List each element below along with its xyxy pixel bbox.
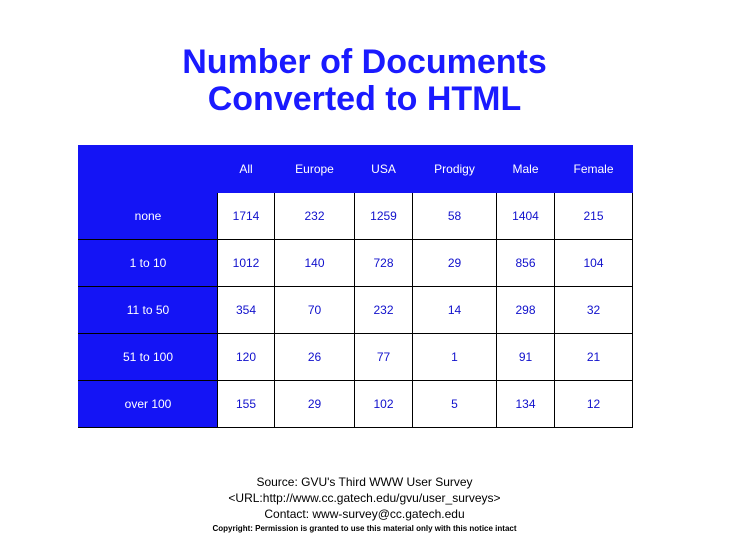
table-cell: 232 — [355, 287, 413, 334]
table-cell: 155 — [218, 381, 275, 428]
table-row — [79, 381, 633, 428]
table-cell: 102 — [355, 381, 413, 428]
footer-url: <URL:http://www.cc.gatech.edu/gvu/user_surveys> — [228, 491, 501, 505]
table-cell: 215 — [555, 193, 633, 240]
table-row — [79, 240, 633, 287]
table-cell: 1714 — [218, 193, 275, 240]
footer-source: Source: GVU's Third WWW User Survey — [256, 475, 473, 489]
row-label: none — [79, 193, 218, 240]
data-table — [78, 145, 633, 428]
column-header-europe: Europe — [275, 146, 355, 193]
footer-contact: Contact: www-survey@cc.gatech.edu — [264, 507, 465, 521]
table-body — [79, 193, 633, 428]
table-cell: 354 — [218, 287, 275, 334]
table-cell: 91 — [497, 334, 555, 381]
table-header-row — [79, 146, 633, 193]
column-header-usa: USA — [355, 146, 413, 193]
table-cell: 104 — [555, 240, 633, 287]
table-cell: 21 — [555, 334, 633, 381]
table-cell: 232 — [275, 193, 355, 240]
table-cell: 140 — [275, 240, 355, 287]
table-cell: 29 — [275, 381, 355, 428]
table-cell: 29 — [413, 240, 497, 287]
chart-title-line-1: Number of Documents — [182, 43, 547, 81]
column-header-prodigy: Prodigy — [413, 146, 497, 193]
row-label: 1 to 10 — [79, 240, 218, 287]
table-cell: 120 — [218, 334, 275, 381]
table-cell: 856 — [497, 240, 555, 287]
table-corner — [79, 146, 218, 193]
row-label: 51 to 100 — [79, 334, 218, 381]
column-header-all: All — [218, 146, 275, 193]
table-cell: 1404 — [497, 193, 555, 240]
table-row — [79, 334, 633, 381]
column-header-male: Male — [497, 146, 555, 193]
table-cell: 1 — [413, 334, 497, 381]
row-label: 11 to 50 — [79, 287, 218, 334]
row-label: over 100 — [79, 381, 218, 428]
table-cell: 5 — [413, 381, 497, 428]
table-cell: 70 — [275, 287, 355, 334]
table-cell: 26 — [275, 334, 355, 381]
table-cell: 1259 — [355, 193, 413, 240]
table-cell: 728 — [355, 240, 413, 287]
table-cell: 298 — [497, 287, 555, 334]
table-row — [79, 193, 633, 240]
footer-copyright: Copyright: Permission is granted to use this material only with this notice intact — [212, 524, 517, 533]
table-cell: 58 — [413, 193, 497, 240]
table-cell: 32 — [555, 287, 633, 334]
column-header-female: Female — [555, 146, 633, 193]
table-cell: 77 — [355, 334, 413, 381]
table-cell: 14 — [413, 287, 497, 334]
chart-title-line-2: Converted to HTML — [207, 80, 522, 118]
table-cell: 1012 — [218, 240, 275, 287]
table-cell: 134 — [497, 381, 555, 428]
table-row — [79, 287, 633, 334]
table-cell: 12 — [555, 381, 633, 428]
